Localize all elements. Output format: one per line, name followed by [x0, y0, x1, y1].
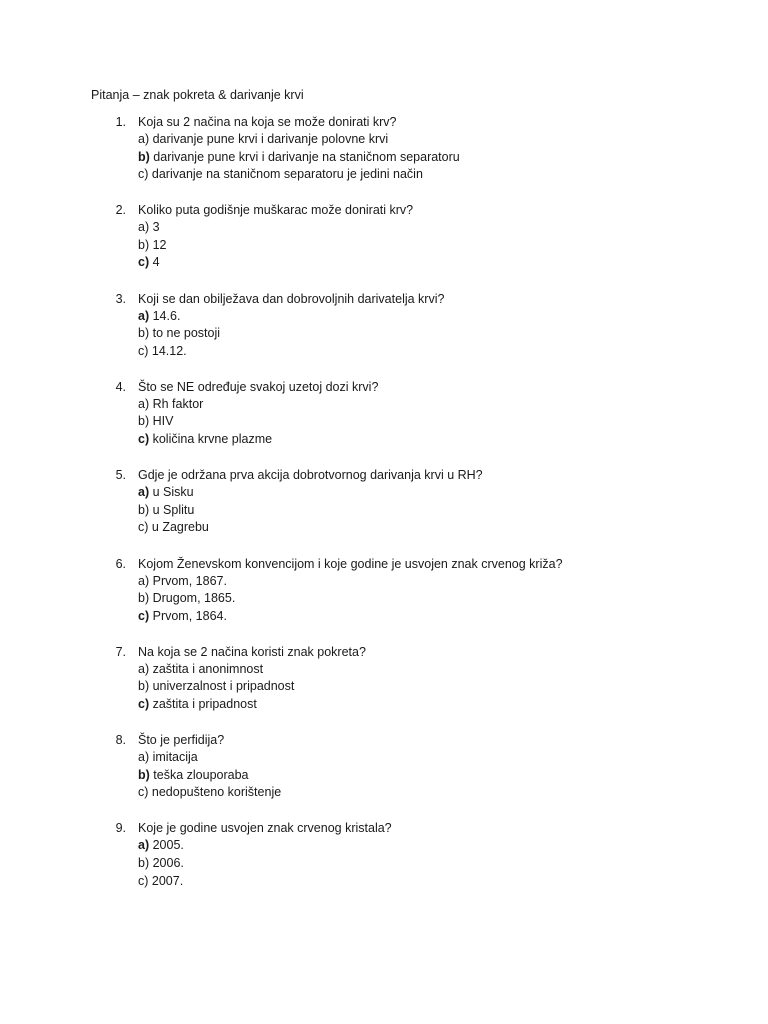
answer-text: 14.12. — [151, 343, 187, 358]
answer-letter: a) — [138, 750, 150, 765]
answer-text: HIV — [152, 414, 174, 429]
question-line — [0, 731, 768, 749]
answer-letter: b) — [138, 414, 150, 429]
question-number: 7. — [115, 644, 126, 659]
answer-option — [0, 573, 768, 591]
correct-answer-letter: b) — [138, 767, 150, 782]
correct-answer-letter: c) — [138, 432, 150, 447]
question-number: 5. — [115, 468, 126, 483]
answer-text: 14.6. — [152, 308, 181, 323]
answer-text: imitacija — [152, 750, 198, 765]
answer-letter: c) — [138, 785, 149, 800]
answer-option — [0, 696, 768, 714]
answer-letter: a) — [138, 220, 150, 235]
answer-letter: b) — [138, 326, 150, 341]
answer-option — [0, 396, 768, 414]
question-item — [0, 555, 768, 626]
answer-text: darivanje na staničnom separatoru je jedini način — [151, 167, 423, 182]
question-line — [0, 201, 768, 219]
answer-text: 3 — [152, 220, 160, 235]
correct-answer-letter: a) — [138, 838, 150, 853]
question-line — [0, 555, 768, 573]
answer-text: Rh faktor — [152, 396, 204, 411]
answer-text: Prvom, 1867. — [152, 573, 227, 588]
answer-option — [0, 149, 768, 167]
question-line — [0, 378, 768, 396]
answer-option — [0, 749, 768, 767]
question-text: Koje je godine usvojen znak crvenog kristala? — [138, 821, 392, 836]
answer-text: 12 — [152, 237, 167, 252]
answer-option — [0, 855, 768, 873]
answer-option — [0, 254, 768, 272]
answer-text: Drugom, 1865. — [152, 591, 236, 606]
question-line — [0, 290, 768, 308]
answer-letter: b) — [138, 237, 150, 252]
answer-text: 4 — [152, 255, 160, 270]
question-number: 6. — [115, 556, 126, 571]
page-title: Pitanja – znak pokreta & darivanje krvi — [91, 88, 304, 102]
question-line — [0, 819, 768, 837]
answer-text: to ne postoji — [152, 326, 221, 341]
answer-letter: b) — [138, 591, 150, 606]
question-item — [0, 201, 768, 272]
answer-option — [0, 219, 768, 237]
correct-answer-letter: c) — [138, 255, 150, 270]
answer-option — [0, 784, 768, 802]
answer-text: količina krvne plazme — [152, 432, 273, 447]
answer-text: 2007. — [151, 873, 184, 888]
question-item — [0, 643, 768, 714]
answer-text: 2005. — [152, 838, 184, 853]
question-text: Koliko puta godišnje muškarac može donirati krv? — [138, 203, 414, 218]
question-number: 1. — [115, 115, 126, 129]
answer-option — [0, 343, 768, 361]
answer-letter: a) — [138, 661, 150, 676]
question-number: 2. — [115, 203, 126, 218]
answer-option — [0, 661, 768, 679]
answer-letter: c) — [138, 343, 149, 358]
answer-option — [0, 608, 768, 626]
answer-text: zaštita i anonimnost — [152, 661, 264, 676]
answer-option — [0, 325, 768, 343]
question-item — [0, 466, 768, 537]
question-line — [0, 643, 768, 661]
answer-option — [0, 678, 768, 696]
answer-text: nedopušteno korištenje — [151, 785, 282, 800]
correct-answer-letter: a) — [138, 485, 150, 500]
correct-answer-letter: a) — [138, 308, 150, 323]
correct-answer-letter: b) — [138, 149, 150, 164]
question-item — [0, 290, 768, 361]
question-line — [0, 466, 768, 484]
answer-option — [0, 873, 768, 891]
correct-answer-letter: c) — [138, 608, 150, 623]
question-text: Što je perfidija? — [138, 733, 225, 748]
answer-text: teška zlouporaba — [153, 767, 249, 782]
answer-letter: b) — [138, 855, 150, 870]
answer-letter: a) — [138, 132, 150, 146]
answer-option — [0, 590, 768, 608]
answer-letter: c) — [138, 520, 149, 535]
question-item — [0, 819, 768, 890]
question-line — [0, 113, 768, 131]
answer-text: darivanje pune krvi i darivanje polovne krvi — [152, 132, 389, 146]
answer-text: 2006. — [152, 855, 184, 870]
question-text: Na koja se 2 načina koristi znak pokreta? — [138, 644, 366, 659]
answer-option — [0, 131, 768, 149]
correct-answer-letter: c) — [138, 696, 150, 711]
answer-letter: a) — [138, 396, 150, 411]
answer-letter: c) — [138, 873, 149, 888]
answer-letter: a) — [138, 573, 150, 588]
question-text: Koji se dan obilježava dan dobrovoljnih darivatelja krvi? — [138, 291, 445, 306]
answer-option — [0, 431, 768, 449]
answer-letter: c) — [138, 167, 149, 182]
answer-text: darivanje pune krvi i darivanje na staničnom separatoru — [153, 149, 460, 164]
question-text: Koja su 2 načina na koja se može donirati krv? — [138, 115, 397, 129]
answer-text: u Splitu — [152, 502, 195, 517]
question-number: 8. — [115, 733, 126, 748]
question-item — [0, 378, 768, 449]
answer-text: Prvom, 1864. — [152, 608, 227, 623]
answer-text: zaštita i pripadnost — [152, 696, 257, 711]
question-number: 4. — [115, 379, 126, 394]
question-number: 9. — [115, 821, 126, 836]
answer-option — [0, 413, 768, 431]
answer-option — [0, 502, 768, 520]
answer-letter: b) — [138, 502, 150, 517]
answer-text: univerzalnost i pripadnost — [152, 679, 295, 694]
question-item — [0, 113, 768, 184]
question-text: Gdje je održana prva akcija dobrotvornog darivanja krvi u RH? — [138, 468, 483, 483]
question-text: Što se NE određuje svakoj uzetoj dozi krvi? — [138, 379, 379, 394]
answer-option — [0, 166, 768, 184]
answer-option — [0, 519, 768, 537]
answer-text: u Sisku — [152, 485, 194, 500]
answer-text: u Zagrebu — [151, 520, 209, 535]
question-text: Kojom Ženevskom konvencijom i koje godine je usvojen znak crvenog križa? — [138, 556, 563, 571]
answer-option — [0, 837, 768, 855]
question-item — [0, 731, 768, 802]
answer-option — [0, 308, 768, 326]
answer-letter: b) — [138, 679, 150, 694]
answer-option — [0, 237, 768, 255]
answer-option — [0, 484, 768, 502]
question-number: 3. — [115, 291, 126, 306]
answer-option — [0, 767, 768, 785]
